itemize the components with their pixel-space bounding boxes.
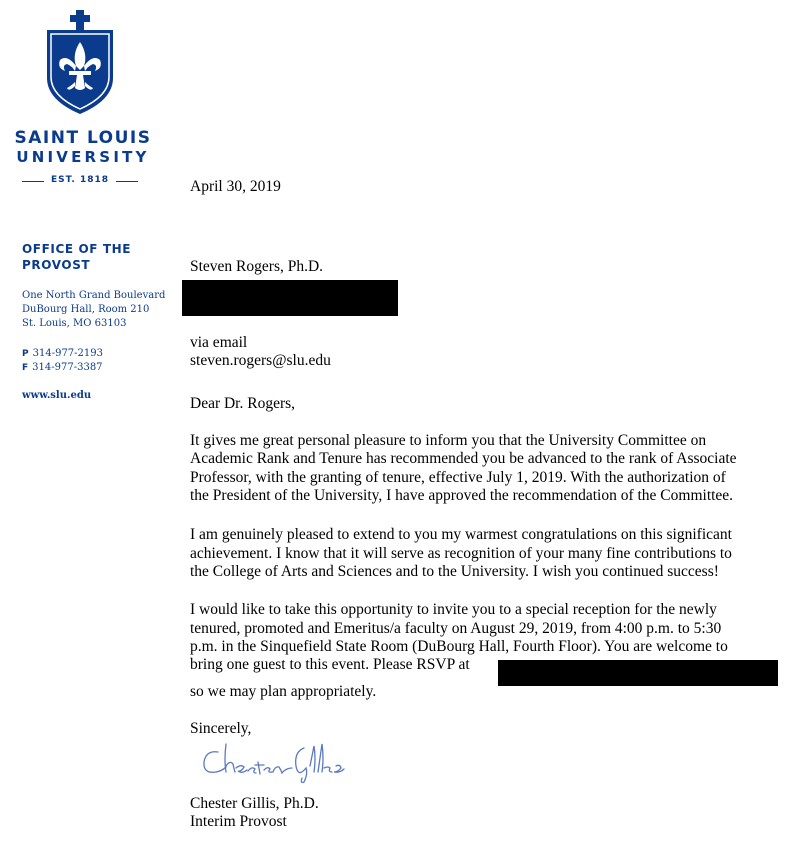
- paragraph-line: bring one guest to this event. Please RSVP at: [190, 656, 470, 673]
- closing: Sincerely,: [190, 720, 252, 737]
- established-line: [22, 174, 138, 190]
- handwritten-signature: [200, 738, 350, 786]
- university-shield-logo: [45, 8, 115, 116]
- paragraph-line: Professor, with the granting of tenure, effective July 1, 2019. With the authorization of: [190, 469, 726, 486]
- office-heading: [22, 241, 131, 273]
- contact-numbers: [22, 347, 103, 375]
- signer-name: Chester Gillis, Ph.D.: [190, 795, 319, 812]
- letter-date: April 30, 2019: [190, 178, 281, 195]
- office-address: [22, 289, 165, 331]
- address-line: St. Louis, MO 63103: [22, 318, 127, 329]
- phone-number: 314-977-2193: [32, 348, 103, 359]
- letterhead: [0, 0, 175, 841]
- paragraph-line: p.m. in the Sinquefield State Room (DuBourg Hall, Fourth Floor). You are welcome to: [190, 638, 728, 655]
- paragraph-line: I am genuinely pleased to extend to you my warmest congratulations on this significant: [190, 526, 732, 543]
- redacted-address: [182, 280, 398, 316]
- signer-title: Interim Provost: [190, 813, 287, 830]
- fax-number: 314-977-3387: [32, 362, 103, 373]
- delivery-method: via email: [190, 334, 248, 351]
- phone-label: P: [22, 349, 29, 359]
- recipient-name: Steven Rogers, Ph.D.: [190, 258, 324, 275]
- address-line: One North Grand Boulevard: [22, 290, 166, 301]
- phone-line: [22, 347, 103, 361]
- paragraph-line: It gives me great personal pleasure to inform you that the University Committee on: [190, 432, 707, 449]
- paragraph-line: Academic Rank and Tenure has recommended you be advanced to the rank of Associate: [190, 450, 737, 467]
- fax-line: [22, 361, 103, 375]
- recipient-email[interactable]: steven.rogers@slu.edu: [190, 352, 331, 369]
- address-line: DuBourg Hall, Room 210: [22, 304, 150, 315]
- fax-label: F: [22, 363, 29, 373]
- office-heading-line1: OFFICE OF THE: [22, 242, 132, 256]
- paragraph-line: so we may plan appropriately.: [190, 683, 377, 700]
- divider: [116, 181, 138, 182]
- university-name-line2: UNIVERSITY: [16, 148, 150, 166]
- paragraph-line: I would like to take this opportunity to invite you to a special reception for the newly: [190, 601, 717, 618]
- salutation: Dear Dr. Rogers,: [190, 395, 296, 412]
- university-name: [0, 128, 166, 166]
- university-name-line1: SAINT LOUIS: [14, 128, 152, 148]
- paragraph-line: achievement. I know that it will serve as recognition of your many fine contributions to: [190, 545, 732, 562]
- paragraph-line: the College of Arts and Sciences and to the University. I wish you continued success!: [190, 563, 719, 580]
- redacted-rsvp-contact: [498, 660, 778, 686]
- office-heading-line2: PROVOST: [22, 258, 91, 272]
- website-link[interactable]: www.slu.edu: [22, 390, 92, 401]
- paragraph-line: tenured, promoted and Emeritus/a faculty on August 29, 2019, from 4:00 p.m. to 5:30: [190, 620, 722, 637]
- paragraph-line: the President of the University, I have approved the recommendation of the Committee.: [190, 487, 734, 504]
- established-year: EST. 1818: [50, 175, 109, 185]
